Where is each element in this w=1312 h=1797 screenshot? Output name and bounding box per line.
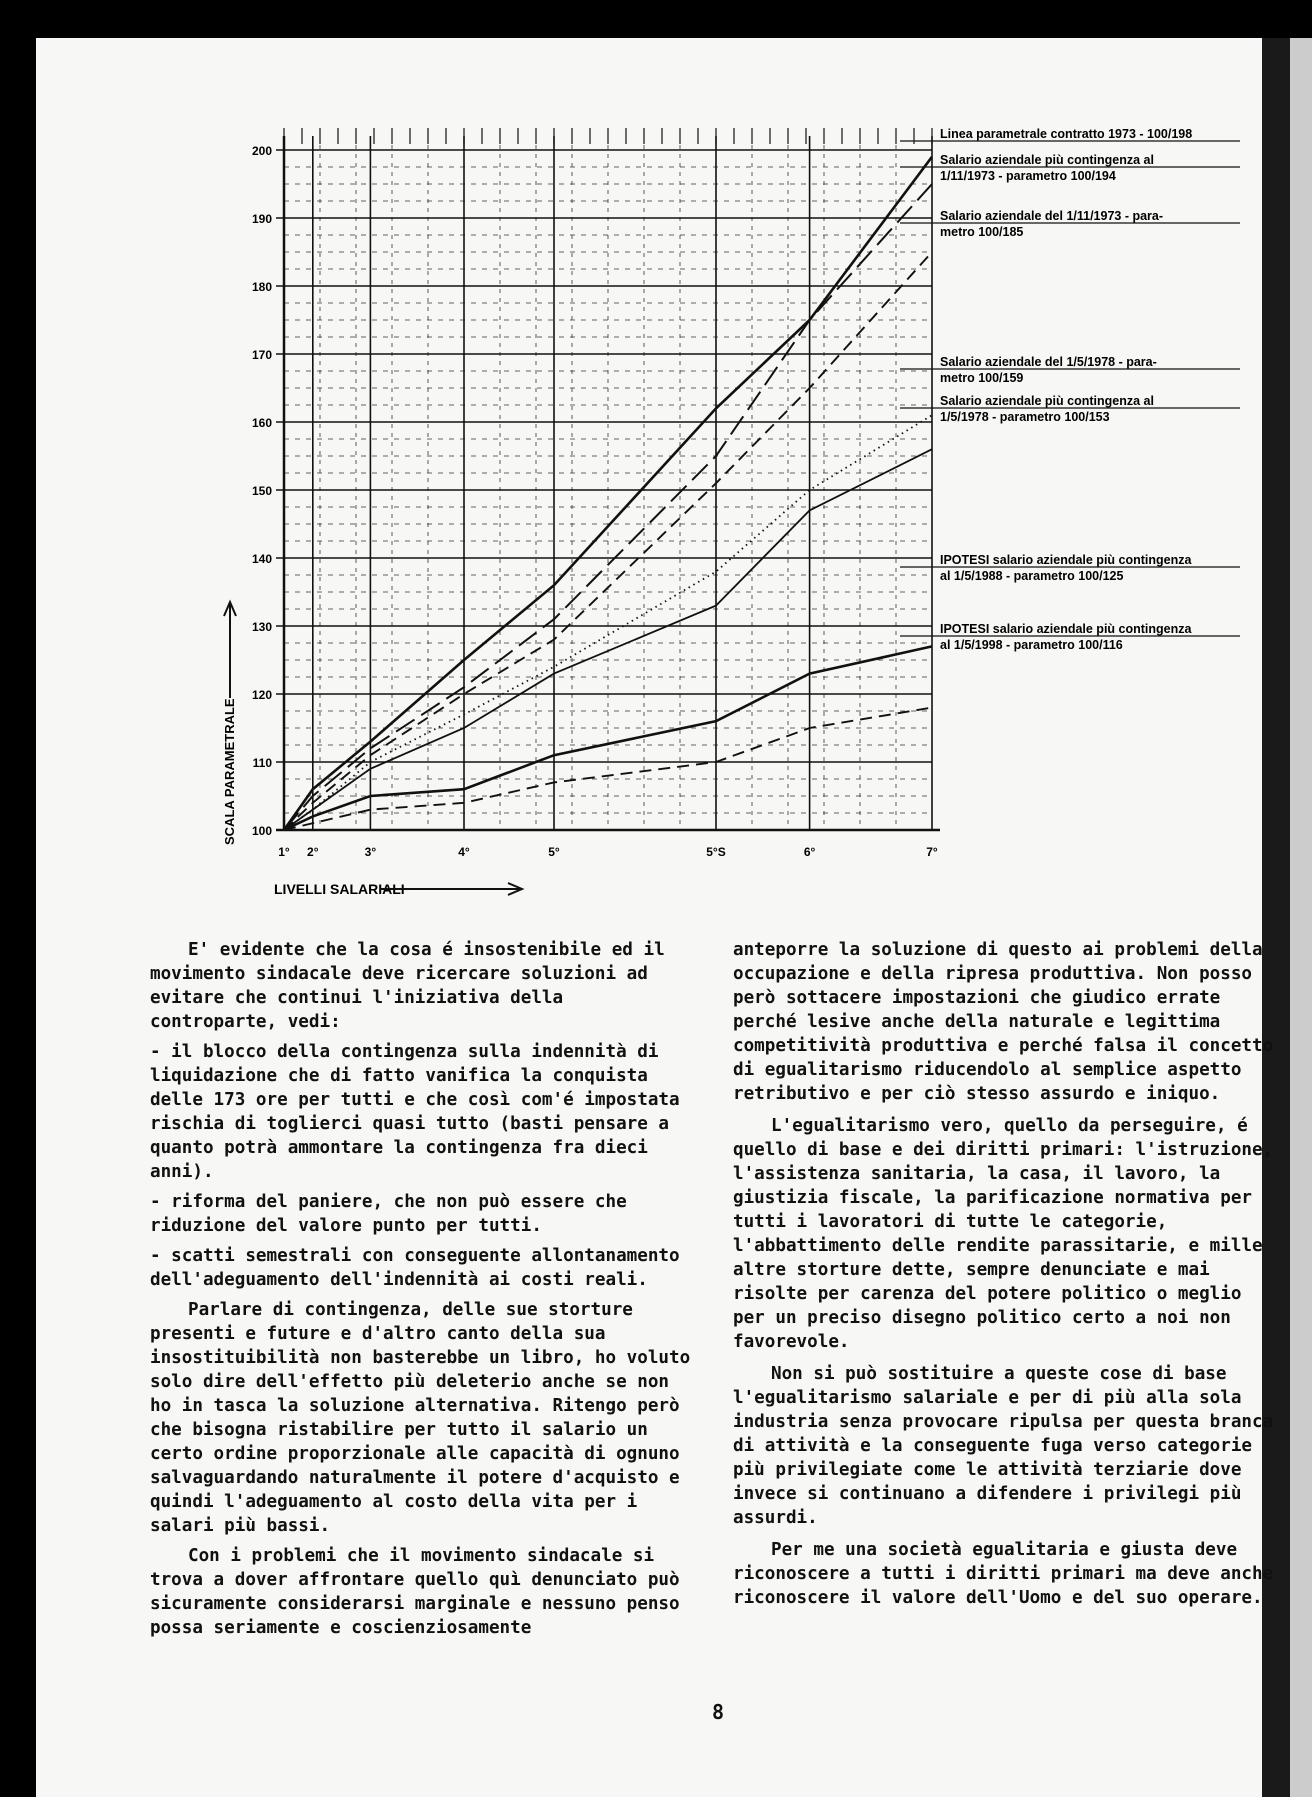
- chart-annotations: [900, 127, 1240, 652]
- series-line: [284, 157, 932, 830]
- x-tick-label: 3°: [364, 845, 377, 859]
- chart-tick-labels: [252, 144, 938, 859]
- paragraph: E' evidente che la cosa é insostenibile ed il movimento sindacale deve ricercare soluzioni ad evitare che continui l'iniziativa della controparte, vedi:: [150, 940, 665, 1032]
- x-tick-label: 5°S: [706, 845, 726, 859]
- x-axis-label: LIVELLI SALARIALI: [274, 881, 405, 897]
- scan-edge-highlight: [1290, 38, 1312, 1797]
- paragraph: Per me una società egualitaria e giusta deve riconoscere a tutti i diritti primari ma deve anche riconoscere il valore dell'Uomo e del suo operare.: [733, 1540, 1274, 1608]
- paragraph: Non si può sostituire a queste cose di base l'egualitarismo salariale e per di più alla sola industria senza provocare ripulsa per questa branca di attività e la conseguente fuga verso categorie più privilegiate come le attività terziarie dove invece si continuano a difendere i privilegi più assurdi.: [733, 1364, 1274, 1528]
- paragraph: Parlare di contingenza, delle sue storture presenti e future e d'altro canto della sua insostituibilità non basterebbe un libro, ho voluto solo dire dell'effetto più deleterio anche se non ho in tasca la soluzione alternativa. Ritengo però che bisogna ristabilire per tutto il salario un certo ordine proporzionale alle capacità di ognuno salvaguardando naturalmente il potere d'acquisto e quindi l'adeguamento al costo della vita per i salari più bassi.: [150, 1300, 691, 1536]
- y-tick-label: 200: [251, 144, 272, 158]
- y-tick-label: 120: [251, 688, 272, 702]
- annotation-text: al 1/5/1988 - parametro 100/125: [940, 569, 1124, 583]
- paragraph: - scatti semestrali con conseguente allontanamento dell'adeguamento dell'indennità ai costi reali.: [150, 1246, 680, 1290]
- annotation-text: metro 100/159: [940, 371, 1024, 385]
- annotation-text: Salario aziendale più contingenza al: [940, 394, 1154, 408]
- annotation-text: 1/5/1978 - parametro 100/153: [940, 410, 1110, 424]
- y-tick-label: 140: [251, 552, 272, 566]
- y-tick-label: 130: [251, 620, 272, 634]
- y-axis-label: SCALA PARAMETRALE: [222, 698, 237, 845]
- annotation-text: al 1/5/1998 - parametro 100/116: [940, 638, 1123, 652]
- annotation-text: Salario aziendale del 1/11/1973 - para-: [940, 209, 1164, 223]
- annotation-text: 1/11/1973 - parametro 100/194: [940, 169, 1116, 183]
- x-tick-label: 4°: [458, 845, 470, 859]
- text-column-right: [733, 938, 1278, 1618]
- annotation-text: Linea parametrale contratto 1973 - 100/198: [940, 127, 1193, 141]
- paragraph: Con i problemi che il movimento sindacale si trova a dover affrontare quello quì denunciato può sicuramente considerarsi marginale e nessuno penso possa seriamente e coscienziosamente: [150, 1546, 680, 1638]
- wage-scale-chart: [190, 118, 1240, 918]
- x-tick-label: 7°: [926, 845, 938, 859]
- chart-series: [284, 157, 932, 830]
- x-tick-label: 1°: [278, 845, 290, 859]
- annotation-text: Salario aziendale del 1/5/1978 - para-: [940, 355, 1157, 369]
- paragraph: L'egualitarismo vero, quello da perseguire, é quello di base e dei diritti primari: l'istruzione, l'assistenza sanitaria, la casa, il lavoro, la giustizia fiscale, la parificazione normativa per tutti i lavoratori di tutte le categorie, l'abbattimento delle rendite parassitarie, e mille altre storture dette, sempre denunciate e mai risolte per carenza del potere politico o meglio per un preciso disegno politico certo a noi non favorevole.: [733, 1116, 1274, 1352]
- y-tick-label: 190: [251, 212, 272, 226]
- paragraph: - il blocco della contingenza sulla indennità di liquidazione che di fatto vanifica la conquista delle 173 ore per tutti e che così com'é impostata rischia di toglierci quasi tutto (basti pensare a quanto potrà ammontare la contingenza fra dieci anni).: [150, 1042, 680, 1182]
- y-tick-label: 160: [251, 416, 272, 430]
- annotation-text: IPOTESI salario aziendale più contingenza: [940, 553, 1192, 567]
- y-tick-label: 110: [252, 756, 272, 770]
- paragraph: - riforma del paniere, che non può essere che riduzione del valore punto per tutti.: [150, 1192, 627, 1236]
- y-tick-label: 170: [251, 348, 272, 362]
- x-tick-label: 5°: [548, 845, 560, 859]
- y-tick-label: 100: [251, 824, 272, 838]
- x-tick-label: 6°: [803, 845, 816, 859]
- y-tick-label: 150: [251, 484, 272, 498]
- page-number: 8: [712, 1700, 725, 1724]
- x-tick-label: 2°: [307, 845, 319, 859]
- chart-axes: [276, 136, 940, 830]
- y-tick-label: 180: [251, 280, 272, 294]
- annotation-text: IPOTESI salario aziendale più contingenza: [940, 622, 1192, 636]
- annotation-text: metro 100/185: [940, 225, 1024, 239]
- y-axis-arrow: [224, 602, 236, 698]
- annotation-text: Salario aziendale più contingenza al: [940, 153, 1154, 167]
- text-column-left: [150, 938, 695, 1646]
- paragraph: anteporre la soluzione di questo ai problemi della occupazione e della ripresa produttiva. Non posso però sottacere impostazioni che giudico errate perché lesive anche della naturale e legittima competitività produttiva e perché falsa il concetto di egualitarismo riducendolo al semplice aspetto retributivo e per ciò stesso assurdo e iniquo.: [733, 940, 1274, 1104]
